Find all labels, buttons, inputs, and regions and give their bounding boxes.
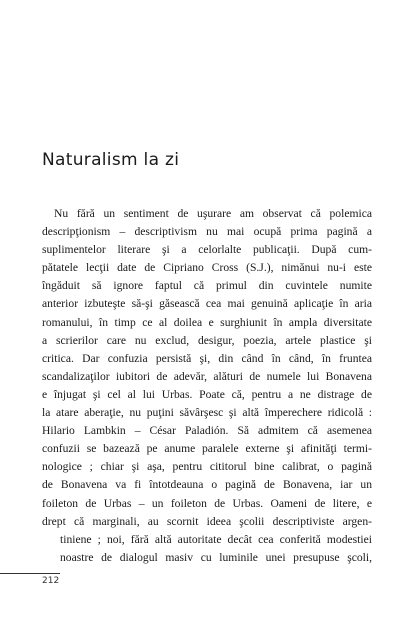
- text-line: drept că marginali, au scornit ideea şcolii descriptiviste argen-: [42, 514, 372, 528]
- text-line: tiniene ; noi, fără altă autoritate decât cea conferită modestiei: [60, 532, 372, 546]
- text-line: descripţionism – descriptivism nu mai ocupă prima pagină a: [42, 225, 372, 239]
- text-line: îngăduit să ignore faptul că primul din cuvintele numite: [42, 279, 372, 293]
- body-paragraph: [42, 205, 372, 567]
- text-line: la atare aberaţie, nu puţini săvârşesc şi altă împerechere ridicolă :: [42, 406, 372, 420]
- text-line: de Bonavena va fi întotdeauna o pagină de Bonavena, iar un: [42, 478, 372, 492]
- text-line: anterior izbuteşte să-şi găsească cea mai genuină aplicaţie în aria: [42, 297, 372, 311]
- text-line: pătatele lecţii date de Cipriano Cross (S.J.), nimănui nu-i este: [42, 261, 372, 275]
- text-line: suplimentelor literare şi a celorlalte publicaţii. După cum-: [42, 243, 372, 257]
- footer-divider: [0, 573, 60, 574]
- text-line: critica. Dar confuzia persistă şi, din când în când, în fruntea: [42, 351, 372, 365]
- text-line: romanului, în timp ce al doilea e surghiunit în ampla diversitate: [42, 315, 372, 329]
- text-line: scandalizaţilor iubitori de adevăr, alături de numele lui Bonavena: [42, 369, 372, 383]
- text-line: Hilario Lambkin – César Paladión. Să admitem că asemenea: [42, 424, 372, 438]
- text-line: noastre de dialogul masiv cu luminile unei presupuse şcoli,: [60, 550, 372, 564]
- text-line: e înjugat şi cel al lui Urbas. Poate că, pentru a ne distrage de: [42, 387, 372, 401]
- chapter-title: Naturalism la zi: [42, 150, 180, 170]
- text-line: foileton de Urbas – un foileton de Urbas. Oameni de litere, e: [42, 496, 372, 510]
- page-number: 212: [42, 576, 60, 586]
- text-line: confuzii se bazează pe anume paralele externe şi afinităţi termi-: [42, 442, 372, 456]
- text-line: a scrierilor care nu exclud, desigur, poezia, artele plastice şi: [42, 333, 372, 347]
- text-line: nologice ; chiar şi aşa, pentru cititorul bine calibrat, o pagină: [42, 460, 372, 474]
- text-line: Nu fără un sentiment de uşurare am observat că polemica: [54, 207, 372, 220]
